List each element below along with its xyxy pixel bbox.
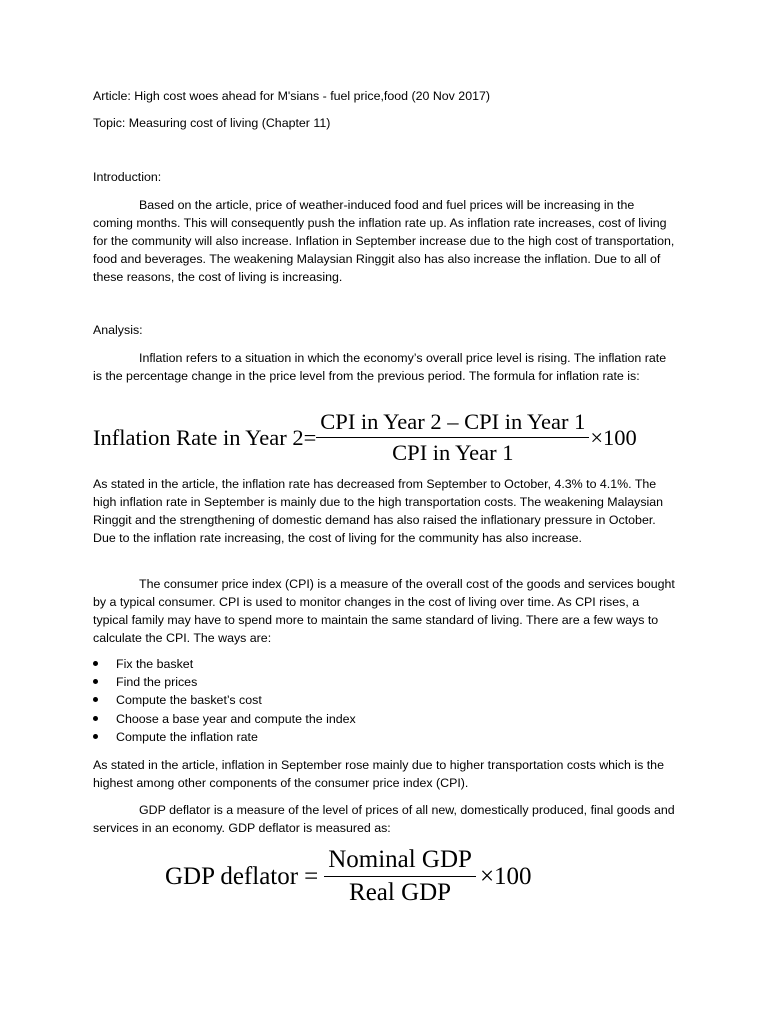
analysis-paragraph-5 bbox=[93, 801, 675, 837]
inflation-rate-formula bbox=[93, 409, 637, 466]
introduction-text: Based on the article, price of weather-induced food and fuel prices will be increasing in the coming months. This will consequently push the inflation rate up. As inflation rate increases, cost of living for the community will also increase. Inflation in September increase due to the high cost of transportation, food and beverages. The weakening Malaysian Ringgit also has also increase the inflation. Due to all of these reasons, the cost of living is increasing. bbox=[93, 198, 675, 284]
analysis-paragraph-3 bbox=[93, 575, 675, 647]
list-item: Compute the basket’s cost bbox=[93, 691, 356, 709]
list-item: Choose a base year and compute the index bbox=[93, 710, 356, 728]
formula-1-equals: = bbox=[303, 424, 317, 450]
analysis-text-1: Inflation refers to a situation in which the economy’s overall price level is rising. The inflation rate is the percentage change in the price level from the previous period. The formula for inflation rate is: bbox=[93, 351, 667, 383]
analysis-paragraph-1 bbox=[93, 349, 675, 385]
analysis-text-3: The consumer price index (CPI) is a measure of the overall cost of the goods and services bought by a typical consumer. CPI is used to monitor changes in the cost of living over time. As CPI rises, a typical family may have to spend more to maintain the same standard of living. There are a few ways to calculate the CPI. The ways are: bbox=[93, 577, 675, 645]
topic-line: Topic: Measuring cost of living (Chapter 11) bbox=[93, 116, 331, 130]
formula-1-denominator: CPI in Year 1 bbox=[392, 440, 514, 465]
formula-1-times: × bbox=[590, 424, 604, 450]
introduction-heading: Introduction: bbox=[93, 170, 162, 184]
article-title-line: Article: High cost woes ahead for M'sians - fuel price,food (20 Nov 2017) bbox=[93, 89, 490, 103]
formula-2-denominator: Real GDP bbox=[349, 879, 452, 906]
cpi-steps-list bbox=[93, 655, 356, 746]
analysis-text-5: GDP deflator is a measure of the level of prices of all new, domestically produced, final goods and services in an economy. GDP deflator is measured as: bbox=[93, 803, 675, 835]
formula-1-factor: 100 bbox=[603, 424, 637, 450]
formula-2-factor: 100 bbox=[494, 862, 532, 890]
formula-2-lhs: GDP deflator bbox=[165, 862, 299, 890]
list-item: Compute the inflation rate bbox=[93, 728, 356, 746]
formula-1-numerator: CPI in Year 2 – CPI in Year 1 bbox=[316, 409, 589, 438]
analysis-paragraph-4 bbox=[93, 756, 675, 792]
list-item: Fix the basket bbox=[93, 655, 356, 673]
analysis-heading: Analysis: bbox=[93, 323, 143, 337]
formula-2-fraction bbox=[324, 846, 476, 907]
formula-1-fraction bbox=[316, 409, 589, 466]
formula-2-numerator: Nominal GDP bbox=[324, 846, 476, 877]
formula-2-equals: = bbox=[304, 862, 319, 890]
analysis-text-2: As stated in the article, the inflation rate has decreased from September to October, 4.3% to 4.1%. The high inflation rate in September is mainly due to the high transportation costs. The weakening Malaysian Ringgit and the strengthening of domestic demand has also raised the inflationary pressure in October. Due to the inflation rate increasing, the cost of living for the community has also increase. bbox=[93, 477, 664, 545]
analysis-paragraph-2 bbox=[93, 475, 675, 547]
list-item: Find the prices bbox=[93, 673, 356, 691]
gdp-deflator-formula bbox=[165, 846, 532, 907]
formula-1-lhs: Inflation Rate in Year 2 bbox=[93, 424, 304, 450]
formula-2-times: × bbox=[479, 862, 495, 890]
introduction-paragraph bbox=[93, 196, 675, 286]
analysis-text-4: As stated in the article, inflation in September rose mainly due to higher transportation costs which is the highest among other components of the consumer price index (CPI). bbox=[93, 758, 664, 790]
